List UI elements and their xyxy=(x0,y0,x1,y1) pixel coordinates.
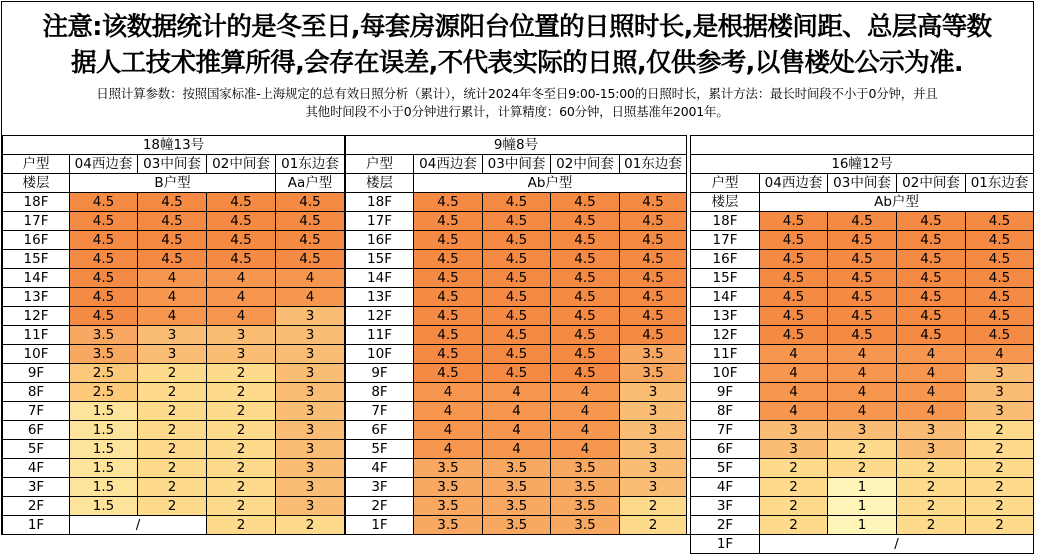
sunlight-hours-cell: 2 xyxy=(760,459,828,478)
sunlight-hours-cell: 4.5 xyxy=(760,269,828,288)
calc-params-line1: 日照计算参数：按照国家标准-上海规定的总有效日照分析（累计），统计2024年冬至日9:00-15:00的日照时长，累计方法：最长时间段不小于0分钟，并且 xyxy=(96,86,938,101)
sunlight-hours-cell: 4.5 xyxy=(760,212,828,231)
sunlight-hours-cell: 2 xyxy=(897,516,966,535)
floor-label: 5F xyxy=(3,440,70,459)
sunlight-hours-cell: 4.5 xyxy=(207,212,276,231)
calc-params-line2: 其他时间段不小于0分钟进行累计，计算精度：60分钟，日照基准年2001年。 xyxy=(305,104,729,119)
sunlight-hours-cell: 3 xyxy=(138,345,207,364)
sunlight-hours-cell: 4.5 xyxy=(760,307,828,326)
sunlight-hours-cell: 3.5 xyxy=(414,478,483,497)
notice-title-line2: 据人工技术推算所得,会存在误差,不代表实际的日照,仅供参考,以售楼处公示为准. xyxy=(70,48,964,78)
col-label-unit-type: 户型 xyxy=(3,155,70,174)
sunlight-hours-cell: 4.5 xyxy=(276,212,345,231)
floor-label: 8F xyxy=(691,402,760,421)
sunlight-hours-cell: 4 xyxy=(207,269,276,288)
sunlight-hours-cell: 4 xyxy=(207,288,276,307)
sunlight-hours-cell: 2 xyxy=(138,383,207,402)
floor-label: 10F xyxy=(691,364,760,383)
sunlight-hours-cell: 4 xyxy=(483,440,551,459)
sunlight-hours-cell: 4 xyxy=(414,440,483,459)
sunlight-hours-cell: 3.5 xyxy=(551,497,620,516)
sunlight-hours-cell: 3 xyxy=(276,326,345,345)
sunlight-hours-cell: 4.5 xyxy=(551,250,620,269)
sunlight-hours-cell: 2 xyxy=(207,421,276,440)
sunlight-hours-cell: 4 xyxy=(760,402,828,421)
sunlight-hours-cell: 2 xyxy=(276,516,345,535)
floor-label: 7F xyxy=(3,402,70,421)
sunlight-hours-cell: 1.5 xyxy=(70,478,138,497)
unit-header: 01东边套 xyxy=(276,155,345,174)
sunlight-hours-cell: 2 xyxy=(966,421,1034,440)
floor-label: 17F xyxy=(3,212,70,231)
sunlight-hours-cell: 2 xyxy=(207,516,276,535)
floor-label: 3F xyxy=(3,478,70,497)
sunlight-hours-cell: 4 xyxy=(276,288,345,307)
floor-label: 2F xyxy=(691,516,760,535)
floor-label: 2F xyxy=(346,497,414,516)
floor-label: 11F xyxy=(3,326,70,345)
floor-label: 9F xyxy=(691,383,760,402)
sunlight-hours-cell: 3 xyxy=(760,440,828,459)
sunlight-hours-cell: 4.5 xyxy=(207,231,276,250)
sunlight-hours-cell: 4.5 xyxy=(828,212,897,231)
floor-label: 17F xyxy=(691,231,760,250)
sunlight-hours-cell: 3.5 xyxy=(483,459,551,478)
unit-header: 03中间套 xyxy=(828,174,897,193)
sunlight-hours-cell: 3 xyxy=(620,459,687,478)
sunlight-hours-cell: 3.5 xyxy=(414,497,483,516)
sunlight-hours-cell: 4.5 xyxy=(620,326,687,345)
sunlight-hours-cell: 4.5 xyxy=(207,250,276,269)
floor-label: 15F xyxy=(3,250,70,269)
sunlight-hours-cell: 2 xyxy=(138,440,207,459)
sunlight-hours-cell: 4.5 xyxy=(966,250,1034,269)
sunlight-hours-cell: 4 xyxy=(828,402,897,421)
sunlight-hours-cell: 2 xyxy=(966,440,1034,459)
sunlight-hours-cell: 4 xyxy=(138,269,207,288)
sunlight-hours-cell: 3 xyxy=(620,383,687,402)
floor-label: 4F xyxy=(346,459,414,478)
sunlight-hours-cell: 4.5 xyxy=(70,212,138,231)
sunlight-hours-cell: 3.5 xyxy=(620,345,687,364)
sunlight-hours-cell: 2 xyxy=(966,516,1034,535)
sunlight-hours-cell: 4 xyxy=(207,307,276,326)
sunlight-hours-cell: 2 xyxy=(207,364,276,383)
sunlight-hours-cell: 4.5 xyxy=(828,326,897,345)
floor-label: 17F xyxy=(346,212,414,231)
sunlight-hours-cell: 4.5 xyxy=(620,212,687,231)
floor-label: 4F xyxy=(691,478,760,497)
floor-label: 12F xyxy=(3,307,70,326)
sunlight-hours-cell: 3 xyxy=(966,383,1034,402)
sunlight-hours-cell: 3.5 xyxy=(551,516,620,535)
sunlight-hours-cell: 4 xyxy=(551,383,620,402)
sunlight-hours-cell: 4.5 xyxy=(276,231,345,250)
sunlight-hours-cell: 4.5 xyxy=(483,193,551,212)
sunlight-hours-cell: 4.5 xyxy=(760,326,828,345)
sunlight-hours-cell: 4.5 xyxy=(414,288,483,307)
notice-title-line1: 注意:该数据统计的是冬至日,每套房源阳台位置的日照时长,是根据楼间距、总层高等数 xyxy=(42,12,992,42)
col-label-unit-type: 户型 xyxy=(691,174,760,193)
sunlight-hours-cell: 4.5 xyxy=(966,307,1034,326)
floor-label: 6F xyxy=(346,421,414,440)
unit-type-label: Ab户型 xyxy=(760,193,1034,212)
sunlight-hours-cell: 4 xyxy=(138,307,207,326)
sunlight-hours-cell: 1 xyxy=(828,497,897,516)
sunlight-hours-cell: 3.5 xyxy=(483,478,551,497)
row-label-floor: 楼层 xyxy=(346,174,414,193)
sunlight-hours-cell: 4.5 xyxy=(828,231,897,250)
sunlight-hours-cell: 3 xyxy=(276,497,345,516)
sunlight-hours-cell: 3.5 xyxy=(551,478,620,497)
sunlight-hours-cell: 4.5 xyxy=(483,212,551,231)
sunlight-hours-cell: 2 xyxy=(138,497,207,516)
sunlight-hours-cell: 3 xyxy=(276,478,345,497)
sunlight-hours-cell: 4.5 xyxy=(828,269,897,288)
sunlight-hours-cell: 4 xyxy=(483,402,551,421)
sunlight-hours-cell: 2 xyxy=(138,478,207,497)
unit-header: 04西边套 xyxy=(414,155,483,174)
sunlight-hours-cell: 2 xyxy=(966,478,1034,497)
unit-header: 01东边套 xyxy=(620,155,687,174)
sunlight-hours-cell: 4.5 xyxy=(414,307,483,326)
sunlight-hours-cell: 4.5 xyxy=(551,288,620,307)
sunlight-hours-cell: 4.5 xyxy=(414,212,483,231)
building-table-18-13 xyxy=(2,135,345,535)
sunlight-hours-cell: 4.5 xyxy=(138,193,207,212)
sunlight-hours-cell: 4.5 xyxy=(828,307,897,326)
sunlight-hours-cell: 4.5 xyxy=(483,345,551,364)
sunlight-hours-cell: 2 xyxy=(966,459,1034,478)
sunlight-hours-cell: 3 xyxy=(897,440,966,459)
sunlight-hours-cell: 1.5 xyxy=(70,402,138,421)
building-table-16-12 xyxy=(690,135,1034,554)
sunlight-hours-cell: 4.5 xyxy=(966,326,1034,345)
sunlight-hours-cell: 2 xyxy=(138,364,207,383)
sunlight-hours-cell: 4.5 xyxy=(551,307,620,326)
floor-label: 13F xyxy=(3,288,70,307)
sunlight-hours-cell: 4 xyxy=(897,383,966,402)
floor-label: 7F xyxy=(346,402,414,421)
sunlight-hours-cell: 4.5 xyxy=(276,193,345,212)
sunlight-hours-cell: 2 xyxy=(207,459,276,478)
sunlight-hours-cell: 4 xyxy=(551,440,620,459)
sunlight-hours-cell: 3 xyxy=(620,421,687,440)
floor-label: 11F xyxy=(691,345,760,364)
sunlight-hours-cell: 1 xyxy=(828,516,897,535)
unit-type-label: B户型 xyxy=(70,174,276,193)
sunlight-hours-cell: 2 xyxy=(897,497,966,516)
sunlight-hours-cell: 4.5 xyxy=(897,307,966,326)
sunlight-hours-cell: 4.5 xyxy=(620,250,687,269)
sunlight-hours-cell: 4.5 xyxy=(620,193,687,212)
building-spacer xyxy=(691,136,1034,155)
sunlight-hours-cell: 3 xyxy=(276,345,345,364)
sunlight-hours-cell: 2 xyxy=(138,421,207,440)
sunlight-hours-cell: 2 xyxy=(760,497,828,516)
sunlight-hours-cell: 4 xyxy=(828,383,897,402)
floor-label: 12F xyxy=(346,307,414,326)
sunlight-hours-cell: 4.5 xyxy=(551,364,620,383)
sunlight-hours-cell: 2 xyxy=(620,516,687,535)
sunlight-hours-cell: 2 xyxy=(897,459,966,478)
sunlight-hours-cell: 4 xyxy=(483,421,551,440)
sunlight-hours-cell: 4.5 xyxy=(207,193,276,212)
sunlight-hours-cell: 4.5 xyxy=(620,269,687,288)
sunlight-hours-cell: 4.5 xyxy=(483,326,551,345)
sunlight-hours-cell: 4.5 xyxy=(483,269,551,288)
unit-header: 04西边套 xyxy=(760,174,828,193)
unit-type-label: Ab户型 xyxy=(414,174,687,193)
sunlight-hours-cell: 4 xyxy=(551,421,620,440)
sunlight-hours-cell: 4.5 xyxy=(483,288,551,307)
sunlight-hours-cell: 4.5 xyxy=(483,231,551,250)
sunlight-hours-cell: 3 xyxy=(897,421,966,440)
sunlight-hours-cell: 3.5 xyxy=(70,326,138,345)
sunlight-hours-cell: 3.5 xyxy=(414,459,483,478)
sunlight-hours-cell: 3 xyxy=(276,459,345,478)
sunlight-hours-cell: 4.5 xyxy=(551,212,620,231)
floor-label: 5F xyxy=(346,440,414,459)
sunlight-hours-cell: 3 xyxy=(966,402,1034,421)
building-name: 16幢12号 xyxy=(691,155,1034,174)
sunlight-hours-cell: 4.5 xyxy=(897,326,966,345)
sunlight-hours-cell: 3 xyxy=(620,440,687,459)
sunlight-hours-cell: 4.5 xyxy=(760,231,828,250)
floor-label: 15F xyxy=(691,269,760,288)
row-label-floor: 楼层 xyxy=(691,193,760,212)
sunlight-hours-cell: 4 xyxy=(551,402,620,421)
sunlight-hours-cell: 3 xyxy=(276,307,345,326)
sunlight-hours-cell: 4.5 xyxy=(414,345,483,364)
sunlight-hours-cell: 4.5 xyxy=(966,269,1034,288)
sunlight-hours-cell: 4.5 xyxy=(414,269,483,288)
sunlight-hours-cell: 4 xyxy=(828,364,897,383)
sunlight-hours-cell: 4 xyxy=(897,345,966,364)
floor-label: 16F xyxy=(691,250,760,269)
unit-header: 02中间套 xyxy=(897,174,966,193)
sunlight-hours-cell: 3 xyxy=(138,326,207,345)
floor-label: 14F xyxy=(3,269,70,288)
sunlight-hours-cell: 2 xyxy=(760,478,828,497)
sunlight-na-cell: / xyxy=(70,516,207,535)
floor-label: 9F xyxy=(346,364,414,383)
floor-label: 8F xyxy=(3,383,70,402)
sunlight-hours-cell: 4.5 xyxy=(620,288,687,307)
sunlight-hours-cell: 2.5 xyxy=(70,364,138,383)
sunlight-hours-cell: 1.5 xyxy=(70,497,138,516)
sunlight-hours-cell: 4.5 xyxy=(897,269,966,288)
floor-label: 2F xyxy=(3,497,70,516)
sunlight-hours-cell: 3 xyxy=(620,478,687,497)
floor-label: 5F xyxy=(691,459,760,478)
sunlight-hours-cell: 4.5 xyxy=(551,231,620,250)
sunlight-hours-cell: 3.5 xyxy=(551,459,620,478)
sunlight-hours-cell: 1 xyxy=(828,478,897,497)
sunlight-hours-cell: 4.5 xyxy=(620,231,687,250)
floor-label: 10F xyxy=(346,345,414,364)
sunlight-hours-cell: 2 xyxy=(207,497,276,516)
floor-label: 7F xyxy=(691,421,760,440)
sunlight-hours-cell: 2 xyxy=(620,497,687,516)
sunlight-hours-cell: 3 xyxy=(207,345,276,364)
sunlight-hours-cell: 1.5 xyxy=(70,421,138,440)
unit-header: 02中间套 xyxy=(551,155,620,174)
sunlight-hours-cell: 4.5 xyxy=(276,250,345,269)
sunlight-hours-cell: 2 xyxy=(966,497,1034,516)
row-label-floor: 楼层 xyxy=(3,174,70,193)
sunlight-hours-cell: 2 xyxy=(138,459,207,478)
sunlight-hours-cell: 3 xyxy=(276,440,345,459)
sunlight-hours-cell: 4 xyxy=(138,288,207,307)
sunlight-hours-cell: 4.5 xyxy=(828,288,897,307)
floor-label: 18F xyxy=(3,193,70,212)
sunlight-hours-cell: 3.5 xyxy=(483,497,551,516)
sunlight-hours-cell: 4.5 xyxy=(414,231,483,250)
sunlight-hours-cell: 3.5 xyxy=(414,516,483,535)
sunlight-hours-cell: 4.5 xyxy=(70,250,138,269)
unit-header: 04西边套 xyxy=(70,155,138,174)
floor-label: 14F xyxy=(691,288,760,307)
unit-header: 02中间套 xyxy=(207,155,276,174)
floor-label: 1F xyxy=(346,516,414,535)
sunlight-hours-cell: 4.5 xyxy=(138,231,207,250)
floor-label: 6F xyxy=(691,440,760,459)
sunlight-hours-cell: 3 xyxy=(276,383,345,402)
sunlight-hours-cell: 3 xyxy=(276,421,345,440)
sunlight-hours-cell: 3.5 xyxy=(70,345,138,364)
sunlight-hours-cell: 4.5 xyxy=(483,364,551,383)
sunlight-hours-cell: 4.5 xyxy=(760,250,828,269)
sunlight-hours-cell: 3.5 xyxy=(620,364,687,383)
sunlight-hours-cell: 2 xyxy=(207,440,276,459)
floor-label: 14F xyxy=(346,269,414,288)
sunlight-hours-cell: 1.5 xyxy=(70,440,138,459)
sunlight-hours-cell: 4.5 xyxy=(897,231,966,250)
sunlight-hours-cell: 4.5 xyxy=(897,288,966,307)
sunlight-hours-cell: 3.5 xyxy=(483,516,551,535)
sunlight-hours-cell: 4 xyxy=(760,345,828,364)
sunlight-hours-cell: 4 xyxy=(414,402,483,421)
building-table-9-8 xyxy=(345,135,687,535)
sunlight-hours-cell: 3 xyxy=(760,421,828,440)
floor-label: 10F xyxy=(3,345,70,364)
col-label-unit-type: 户型 xyxy=(346,155,414,174)
sunlight-hours-cell: 4.5 xyxy=(414,326,483,345)
sunlight-hours-cell: 4.5 xyxy=(70,307,138,326)
sunlight-hours-cell: 2 xyxy=(760,516,828,535)
sunlight-hours-cell: 4.5 xyxy=(70,288,138,307)
sunlight-hours-cell: 4.5 xyxy=(551,326,620,345)
sunlight-hours-cell: 2 xyxy=(138,402,207,421)
sunlight-hours-cell: 4.5 xyxy=(966,212,1034,231)
sunlight-hours-cell: 4 xyxy=(414,383,483,402)
unit-type-label: Aa户型 xyxy=(276,174,345,193)
sunlight-hours-cell: 4.5 xyxy=(551,269,620,288)
sunlight-na-cell: / xyxy=(760,535,1034,554)
floor-label: 16F xyxy=(346,231,414,250)
sunlight-hours-cell: 4.5 xyxy=(414,193,483,212)
floor-label: 11F xyxy=(346,326,414,345)
sunlight-hours-cell: 2.5 xyxy=(70,383,138,402)
sunlight-hours-cell: 2 xyxy=(828,459,897,478)
sunlight-hours-cell: 4.5 xyxy=(760,288,828,307)
floor-label: 1F xyxy=(691,535,760,554)
floor-label: 6F xyxy=(3,421,70,440)
sunlight-hours-cell: 4.5 xyxy=(897,212,966,231)
sunlight-hours-cell: 2 xyxy=(207,402,276,421)
sunlight-hours-cell: 4.5 xyxy=(483,307,551,326)
sunlight-hours-cell: 3 xyxy=(276,364,345,383)
sunlight-hours-cell: 4 xyxy=(966,345,1034,364)
sunlight-hours-cell: 2 xyxy=(828,440,897,459)
sunlight-hours-cell: 4 xyxy=(483,383,551,402)
sunlight-hours-cell: 3 xyxy=(620,402,687,421)
floor-label: 12F xyxy=(691,326,760,345)
floor-label: 8F xyxy=(346,383,414,402)
sunlight-hours-cell: 1.5 xyxy=(70,459,138,478)
floor-label: 18F xyxy=(346,193,414,212)
sunlight-hours-cell: 3 xyxy=(966,364,1034,383)
unit-header: 01东边套 xyxy=(966,174,1034,193)
floor-label: 4F xyxy=(3,459,70,478)
sunlight-hours-cell: 4 xyxy=(760,364,828,383)
sunlight-hours-cell: 4.5 xyxy=(70,269,138,288)
building-name: 9幢8号 xyxy=(346,136,687,155)
sunlight-hours-cell: 3 xyxy=(207,326,276,345)
sunlight-hours-cell: 4.5 xyxy=(70,231,138,250)
sunlight-hours-cell: 2 xyxy=(897,478,966,497)
sunlight-hours-cell: 3 xyxy=(276,402,345,421)
floor-label: 1F xyxy=(3,516,70,535)
building-name: 18幢13号 xyxy=(3,136,345,155)
sunlight-hours-cell: 4.5 xyxy=(138,212,207,231)
floor-label: 9F xyxy=(3,364,70,383)
sunlight-hours-cell: 3 xyxy=(828,421,897,440)
unit-header: 03中间套 xyxy=(483,155,551,174)
sunlight-hours-cell: 4 xyxy=(760,383,828,402)
floor-label: 13F xyxy=(691,307,760,326)
floor-label: 16F xyxy=(3,231,70,250)
floor-label: 3F xyxy=(691,497,760,516)
unit-header: 03中间套 xyxy=(138,155,207,174)
sunlight-hours-cell: 4 xyxy=(276,269,345,288)
sunlight-hours-cell: 4.5 xyxy=(138,250,207,269)
sunlight-hours-cell: 4.5 xyxy=(551,345,620,364)
sunlight-hours-cell: 4.5 xyxy=(414,250,483,269)
sunlight-hours-cell: 4 xyxy=(897,402,966,421)
sunlight-hours-cell: 4.5 xyxy=(551,193,620,212)
sunlight-hours-cell: 4.5 xyxy=(483,250,551,269)
floor-label: 13F xyxy=(346,288,414,307)
sunlight-hours-cell: 4.5 xyxy=(70,193,138,212)
sunlight-hours-cell: 4.5 xyxy=(620,307,687,326)
sunlight-hours-cell: 4.5 xyxy=(966,288,1034,307)
floor-label: 15F xyxy=(346,250,414,269)
sunlight-hours-cell: 4.5 xyxy=(828,250,897,269)
sunlight-hours-cell: 2 xyxy=(207,478,276,497)
sunlight-hours-cell: 4 xyxy=(414,421,483,440)
sunlight-hours-cell: 4 xyxy=(897,364,966,383)
floor-label: 18F xyxy=(691,212,760,231)
sunlight-hours-cell: 4.5 xyxy=(966,231,1034,250)
sunlight-hours-cell: 4.5 xyxy=(897,250,966,269)
sunlight-hours-cell: 4.5 xyxy=(414,364,483,383)
sunlight-hours-cell: 2 xyxy=(207,383,276,402)
floor-label: 3F xyxy=(346,478,414,497)
sunlight-hours-cell: 4 xyxy=(828,345,897,364)
